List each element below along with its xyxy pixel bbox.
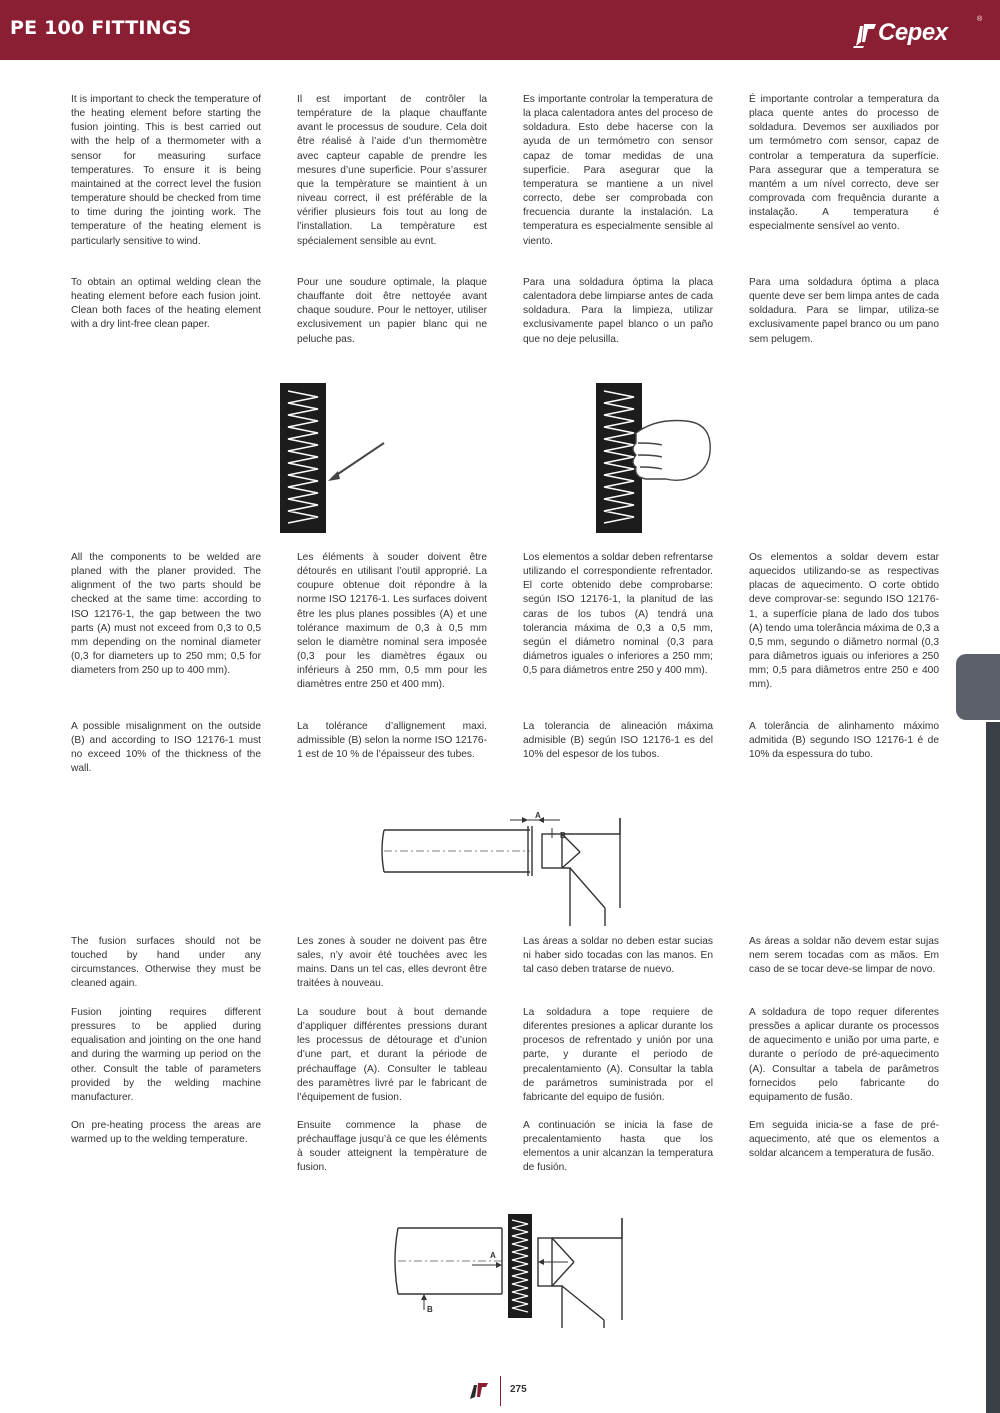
s2-pt-p2: A tolerância de alinhamento máximo admitida (B) segundo ISO 12176-1 é de 10% da espessura do tubo. (749, 721, 939, 761)
s3-fr-p2: La soudure bout à bout demande d’appliquer différentes pressions durant les processus de détourage et d’union d’une part, et durant la période de préchauffage (A). Consulter le tableau des paramètres livré par le fabricant de l’équipement de fusion. (297, 1007, 487, 1103)
s3-pt-p2: A soldadura de topo requer diferentes pressões a aplicar durante os processos de aquecimento e união por uma parte, e durante o período de pré-aquecimento (A). Consultar a tabela de parâmetros fornecidos pelo fabricante do equipamento de fusão. (749, 1007, 939, 1103)
s2-es-p2: La tolerancia de alineación máxima admisible (B) según ISO 12176-1 es del 10% del espesor de los tubos. (523, 721, 713, 761)
thermometer-pointer-icon (328, 443, 384, 481)
page-number: 275 (510, 1384, 527, 1395)
s1-pt-p2: Para uma soldadura óptima a placa quente deve ser bem limpa antes de cada soldadura. Para se limpar, utiliza-se exclusivamente papel branco ou um pano sem pelugem. (749, 277, 939, 345)
section-side-bar (986, 722, 1000, 1413)
cepex-logo-icon (852, 20, 878, 48)
s3-pt-p1: As áreas a soldar não devem estar sujas nem serem tocadas com as mãos. Em caso de se tocar deve-se limpar de novo. (749, 936, 939, 976)
s2-en-p1: All the components to be welded are planed with the planer provided. The alignment of the two parts should be checked at the same time: according to ISO 12176-1, the gap between the two parts (A) must not exceed from 0,3 to 0,5 mm depending on the nominal diameter (0,3 for diameters up to 250 mm; 0,5 for diameters from 250 up to 400 mm). (71, 552, 261, 677)
s3-pt-p3: Em seguida inicia-se a fase de pré-aquecimento, até que os elementos a soldar alcancem a temperatura de fusão. (749, 1120, 939, 1160)
s1-fr-p2: Pour une soudure optimale, la plaque chauffante doit être nettoyée avant chaque soudure. Pour le nettoyer, utiliser exclusivement un papier blanc qui ne peluche pas. (297, 277, 487, 345)
heating-element-thermometer-figure (280, 383, 390, 533)
s1-pt-p1: É importante controlar a temperatura da placa quente antes do processo de soldadura. Devemos ser auxiliados por um termómetro com sensor, capaz de controlar a temperatura da superfície. Para assegurar que a temperatura se mantém a um nível correcto, deve ser comprovada com frequência durante a instalação. A temperatura é especialmente sensível ao vento. (749, 94, 939, 233)
s2-en-p2: A possible misalignment on the outside (B) and according to ISO 12176-1 must no exceed 10% of the thickness of the wall. (71, 721, 261, 775)
s1-es-p2: Para una soldadura óptima la placa calentadora debe limpiarse antes de cada soldadura. Para la limpieza, utilizar exclusivamente papel blanco o un paño que no deje pelusilla. (523, 277, 713, 345)
registered-mark: ® (977, 16, 983, 23)
s3-en-p3: On pre-heating process the areas are warmed up to the welding temperature. (71, 1120, 261, 1146)
s2-es-p1: Los elementos a soldar deben refrentarse utilizando el correspondiente refrentador. El corte obtenido debe comprobarse: según ISO 12176-1, la planitud de las caras de los tubos (A) tendrá una tolerancia máxima de 0,3 a 0,5 mm, según el diámetro nominal (0,3 para diámetros iguales o inferiores a 250 mm; 0,5 para diámetros entre 250 y 400 mm). (523, 552, 713, 677)
s3-fr-p3: Ensuite commence la phase de préchauffage jusqu’à ce que les éléments à souder atteignent la tempèrature de fusion. (297, 1120, 487, 1174)
cleaning-hand-icon (633, 421, 710, 481)
cepex-logo (852, 16, 992, 52)
alignment-label-a: A (535, 811, 541, 820)
s2-fr-p2: La tolérance d’allignement maxi. admissible (B) selon la norme ISO 12176-1 est de 10 % de l’épaisseur des tubes. (297, 721, 487, 761)
s1-en-p2: To obtain an optimal welding clean the heating element before each fusion joint. Clean both faces of the heating element with a dry lint-free clean paper. (71, 277, 261, 331)
s1-es-p1: Es importante controlar la temperatura de la placa calentadora antes del proceso de soldadura. Esto debe hacerse con la ayuda de un termómetro con sensor capaz de tomar medidas de una superficie. Para asegurar que la temperatura se mantiene a un nivel correcto, debe ser comprobada con frecuencia durante la instalación. La temperatura es especialmente sensible al viento. (523, 94, 713, 247)
s2-pt-p1: Os elementos a soldar devem estar aquecidos utilizando-se as respectivas placas de aquecimento. O corte obtido deve comprovar-se: segundo ISO 12176-1, a superfície plana de lado dos tubos (A) tendo uma tolerância máxima de 0,3 a 0,5 mm, segundo o diâmetro normal (0,3 para diâmetros iguais ou inferiores a 250 mm; 0,5 para diâmetros entre 250 e 400 mm). (749, 552, 939, 691)
s3-es-p1: Las áreas a soldar no deben estar sucias ni haber sido tocadas con las manos. En tal caso deben tratarse de nuevo. (523, 936, 713, 976)
preheating-figure (392, 1210, 642, 1330)
s3-en-p2: Fusion jointing requires different pressures to be applied during equalisation and jointing on the one hand and during the warming up period on the other. Consult the table of parameters provided by the welding machine manufacturer. (71, 1007, 261, 1103)
s3-en-p1: The fusion surfaces should not be touched by hand under any circumstances. Otherwise they must be cleaned again. (71, 936, 261, 990)
cepex-footer-icon (468, 1381, 490, 1401)
preheat-label-b: B (427, 1305, 433, 1314)
s3-es-p2: La soldadura a tope requiere de diferentes presiones a aplicar durante los procesos de refrentado y unión por una parte, y durante el periodo de precalentamiento (A). Consultar la tabla de parámetros suministrada por el fabricante del equipo de fusión. (523, 1007, 713, 1103)
s1-en-p1: It is important to check the temperature of the heating element before starting the fusion jointing. This is best carried out with the help of a thermometer with a sensor for measuring surface temperatures. To ensure it is being maintained at the correct level the fusion temperature should be checked from time to time during the jointing work. The temperature of the heating element is particularly sensitive to wind. (71, 94, 261, 247)
s3-es-p3: A continuación se inicia la fase de precalentamiento hasta que los elementos a unir alcanzan la temperatura de fusión. (523, 1120, 713, 1174)
s2-fr-p1: Les éléments à souder doivent être détourés en utilisant l’outil approprié. La coupure obtenue doit répondre à la norme ISO 12176-1. Les surfaces doivent être les plus planes possibles (A) et une tolérance maximum de 0,3 à 0,5 mm selon le diamètre nominal sera imposée (0,3 pour les diamètres égaux ou inférieurs à 250 mm, 0,5 mm pour les diamètres entre 250 et 400 mm). (297, 552, 487, 691)
s3-fr-p1: Les zones à souder ne doivent pas être sales, n’y avoir été touchées avec les mains. Dans un tel cas, elles devront être traitées à nouveau. (297, 936, 487, 990)
heating-element-cleaning-figure (596, 383, 716, 533)
section-side-tab (956, 654, 1000, 720)
page-title: PE 100 FITTINGS (10, 17, 192, 39)
s1-fr-p1: Il est important de contrôler la température de la plaque chauffante avant le processus de soudure. Cela doit être réalisé à l’aide d’un thermomètre avec capteur capable de prendre les mesures d’une superficie. Pour s’assurer que la tempèrature se maintient à un niveau correct, il est préférable de la vérifier plusieurs fois tout au long de l’installation. La tempèrature est spécialement sensible au evnt. (297, 94, 487, 247)
brand-name: Cepex (878, 19, 948, 46)
footer-divider (500, 1376, 501, 1406)
alignment-tolerance-figure (380, 808, 640, 928)
alignment-label-b: B (560, 831, 566, 840)
preheat-label-a: A (490, 1251, 496, 1260)
page-header (0, 0, 1000, 60)
